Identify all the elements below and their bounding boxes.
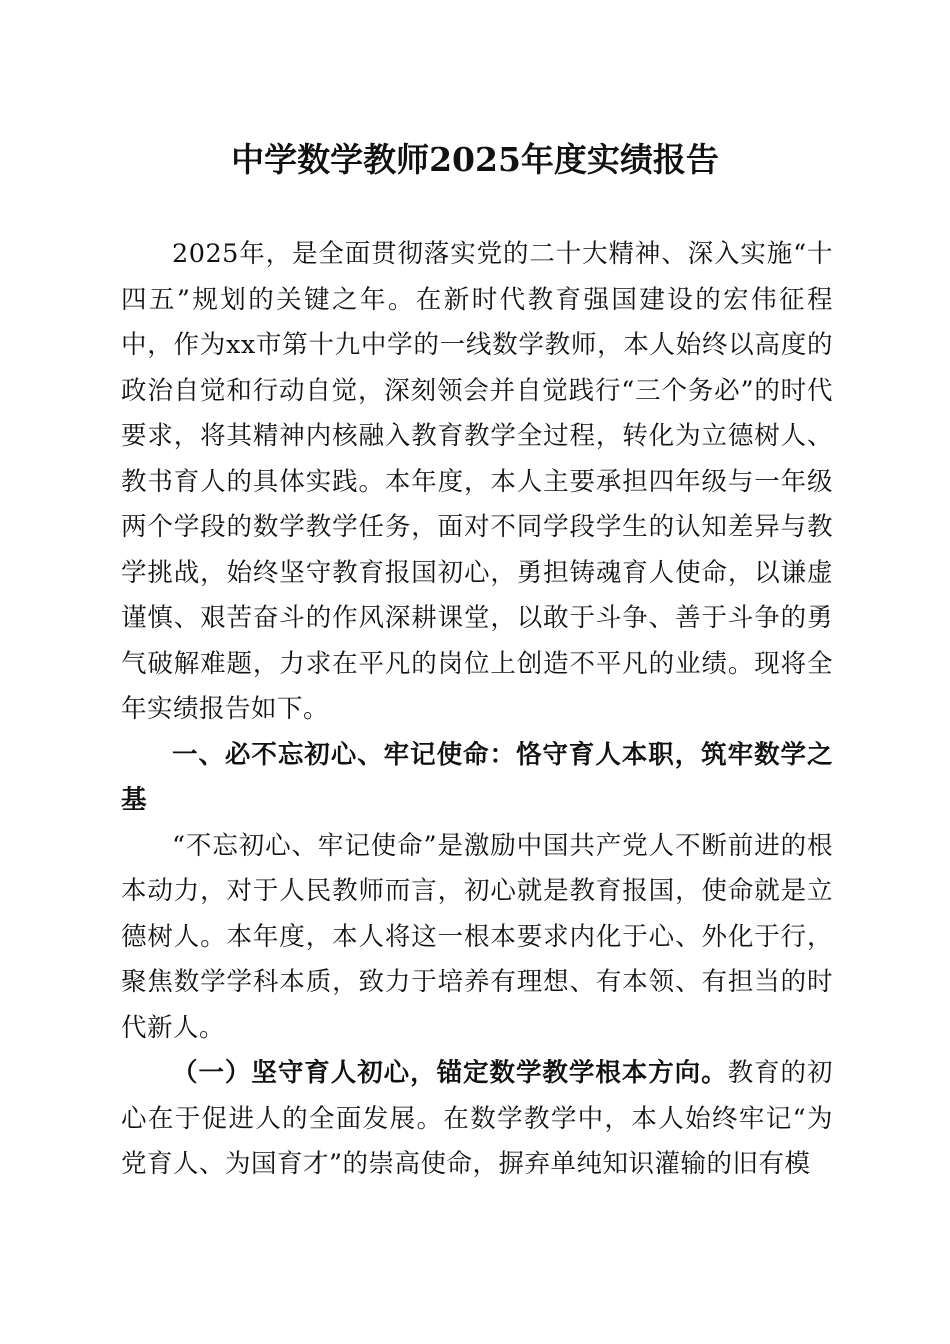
subsection-heading-1: （一）坚守育人初心，锚定数学教学根本方向。 bbox=[172, 1058, 728, 1088]
document-title: 中学数学教师2025年度实绩报告 bbox=[231, 140, 719, 179]
section-1-paragraph: “不忘初心、牢记使命”是激励中国共产党人不断前进的根本动力，对于人民教师而言，初心就是教育报国，使命就是立德树人。本年度，本人将这一根本要求内化于心、外化于行，聚焦数学学科本质，致力于培养有理想、有本领、有担当的时代新人。 bbox=[121, 830, 833, 1043]
intro-paragraph: 2025年，是全面贯彻落实党的二十大精神、深入实施“十四五”规划的关键之年。在新时代教育强国建设的宏伟征程中，作为xx市第十九中学的一线数学教师，本人始终以高度的政治自觉和行动自觉，深刻领会并自觉践行“三个务必”的时代要求，将其精神内核融入教育教学全过程，转化为立德树人、教书育人的具体实践。本年度，本人主要承担四年级与一年级两个学段的数学教学任务，面对不同学段学生的认知差异与教学挑战，始终坚守教育报国初心，勇担铸魂育人使命，以谦虚谨慎、艰苦奋斗的作风深耕课堂，以敢于斗争、善于斗争的勇气破解难题，力求在平凡的岗位上创造不平凡的业绩。现将全年实绩报告如下。 bbox=[121, 239, 833, 724]
section-heading-1: 一、必不忘初心、牢记使命：恪守育人本职，筑牢数学之基 bbox=[121, 739, 833, 815]
subsection-1-paragraph bbox=[121, 1051, 833, 1188]
subsection-1-text: 教育的初心在于促进人的全面发展。在数学教学中，本人始终牢记“为党育人、为国育才”的崇高使命，摒弃单纯知识灌输的旧有模 bbox=[121, 1058, 833, 1179]
document-body bbox=[121, 232, 833, 1188]
